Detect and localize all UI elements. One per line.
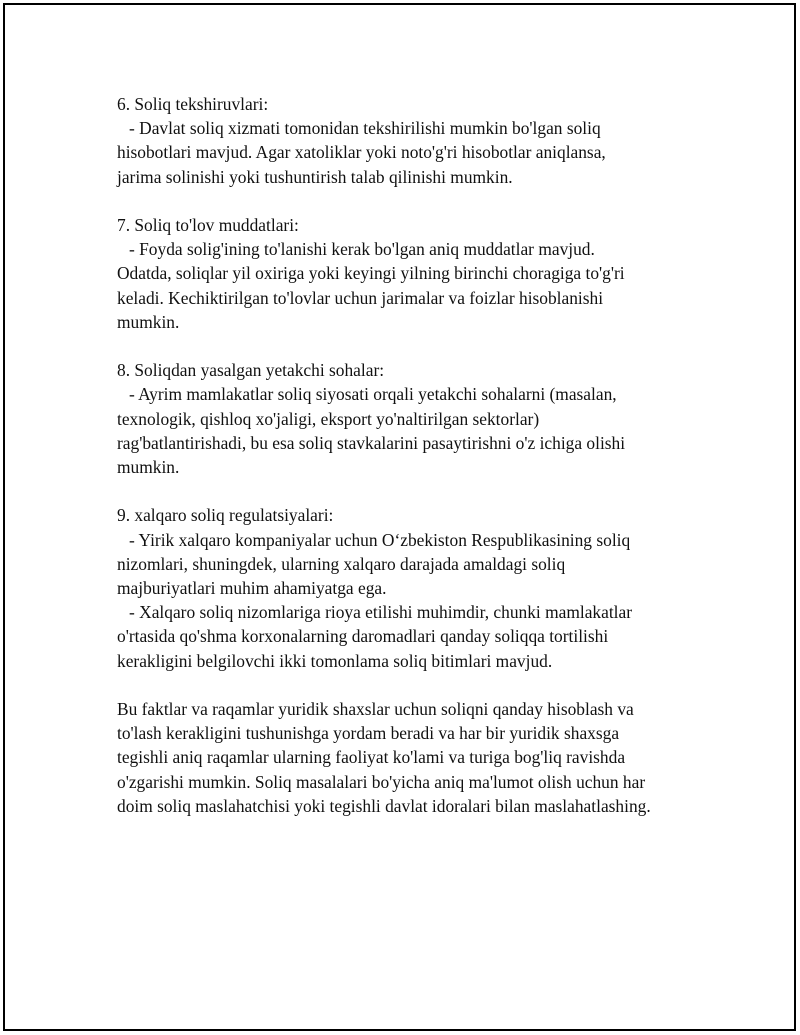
paragraph-line: jarima solinishi yoki tushuntirish talab qilinishi mumkin. [117,166,513,187]
section-heading: 8. Soliqdan yasalgan yetakchi sohalar: [117,360,385,381]
paragraph-line: - Yirik xalqaro kompaniyalar uchun O‘zbekiston Respublikasining soliq [129,529,631,550]
paragraph-line: o'zgarishi mumkin. Soliq masalalari bo'yicha aniq ma'lumot olish uchun har [117,771,646,792]
paragraph-line: keladi. Kechiktirilgan to'lovlar uchun jarimalar va foizlar hisoblanishi [117,287,604,308]
paragraph-line: - Davlat soliq xizmati tomonidan tekshirilishi mumkin bo'lgan soliq [129,118,601,139]
paragraph-line: mumkin. [117,311,180,332]
paragraph-line: Odatda, soliqlar yil oxiriga yoki keyingi yilning birinchi choragiga to'g'ri [117,263,625,284]
paragraph-line: o'rtasida qo'shma korxonalarning daromadlari qanday soliqqa tortilishi [117,626,609,647]
document-body [117,92,697,842]
paragraph-line: doim soliq maslahatchisi yoki tegishli davlat idoralari bilan maslahatlashing. [117,795,651,816]
section-international-regulations [117,503,697,672]
section-payment-deadlines [117,213,697,334]
paragraph-line: - Ayrim mamlakatlar soliq siyosati orqali yetakchi sohalarni (masalan, [129,384,617,405]
paragraph-line: majburiyatlari muhim ahamiyatga ega. [117,578,387,599]
section-tax-audits [117,92,697,189]
paragraph-line: - Foyda solig'ining to'lanishi kerak bo'lgan aniq muddatlar mavjud. [129,239,595,260]
section-heading: 9. xalqaro soliq regulatsiyalari: [117,505,334,526]
paragraph-line: nizomlari, shuningdek, ularning xalqaro darajada amaldagi soliq [117,553,566,574]
section-heading: 6. Soliq tekshiruvlari: [117,94,269,114]
paragraph-line: mumkin. [117,457,180,478]
paragraph-line: texnologik, qishloq xo'jaligi, eksport yo'naltirilgan sektorlar) [117,408,540,429]
paragraph-line: tegishli aniq raqamlar ularning faoliyat ko'lami va turiga bog'liq ravishda [117,747,626,768]
paragraph-line: hisobotlari mavjud. Agar xatoliklar yoki noto'g'ri hisobotlar aniqlansa, [117,142,606,163]
conclusion-paragraph [117,697,697,818]
paragraph-line: to'lash kerakligini tushunishga yordam beradi va har bir yuridik shaxsga [117,723,620,744]
paragraph-line: - Xalqaro soliq nizomlariga rioya etilishi muhimdir, chunki mamlakatlar [129,602,633,623]
section-heading: 7. Soliq to'lov muddatlari: [117,215,299,235]
section-leading-sectors [117,358,697,479]
paragraph-line: rag'batlantirishadi, bu esa soliq stavkalarini pasaytirishni o'z ichiga olishi [117,432,626,453]
paragraph-line: Bu faktlar va raqamlar yuridik shaxslar uchun soliqni qanday hisoblash va [117,699,634,720]
paragraph-line: kerakligini belgilovchi ikki tomonlama soliq bitimlari mavjud. [117,650,553,671]
